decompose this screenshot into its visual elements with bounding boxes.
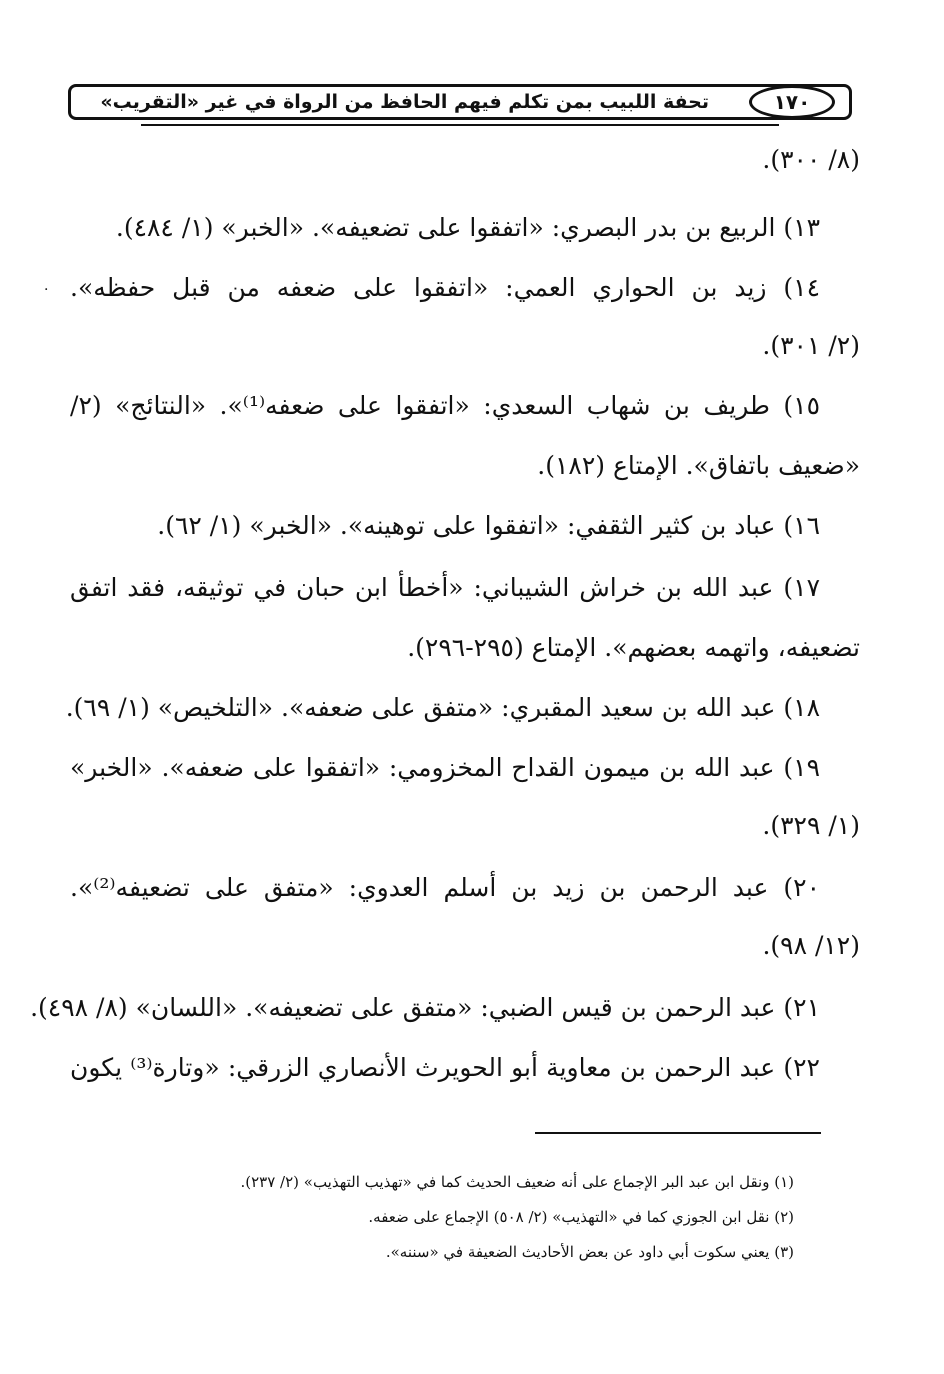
header-underline — [141, 124, 779, 126]
footnote: (٢) نقل ابن الجوزي كما في «التهذيب» (٢/ ٥٠٨) الإجماع على ضعفه. — [368, 1208, 794, 1226]
text-line: (١/ ٣٢٩). — [762, 811, 860, 840]
running-header — [68, 84, 852, 120]
text-line: ١٩) عبد الله بن ميمون القداح المخزومي: «اتفقوا على ضعفه». «الخبر» — [70, 753, 820, 782]
text-line: (٢/ ٣٠١). — [762, 331, 860, 360]
text-line: ٢١) عبد الرحمن بن قيس الضبي: «متفق على تضعيفه». «اللسان» (٨/ ٤٩٨). — [30, 993, 820, 1022]
text-line: ١٤) زيد بن الحواري العمي: «اتفقوا على ضعفه من قبل حفظه». — [70, 273, 820, 302]
text-line: ١٧) عبد الله بن خراش الشيباني: «أخطأ ابن حبان في توثيقه، فقد اتفق — [70, 573, 820, 602]
footnotes — [174, 1165, 794, 1270]
footnote: (١) ونقل ابن عبد البر الإجماع على أنه ضعيف الحديث كما في «تهذيب التهذيب» (٢/ ٢٣٧). — [240, 1173, 794, 1191]
footnote: (٣) يعني سكوت أبي داود عن بعض الأحاديث الضعيفة في «سننه». — [385, 1243, 794, 1261]
text-line: (٨/ ٣٠٠). — [762, 145, 860, 174]
text-line: ١٥) طريف بن شهاب السعدي: «اتفقوا على ضعفه⁽¹⁾». «النتائج» (٢/ — [70, 391, 820, 420]
margin-mark: · — [44, 282, 49, 298]
header-title: تحفة اللبيب بمن تكلم فيهم الحافظ من الرواة في غير «التقريب» — [100, 91, 709, 113]
page-number: ١٧٠ — [749, 85, 835, 119]
text-line: «ضعيف باتفاق». الإمتاع (١٨٢). — [537, 451, 860, 480]
text-line: (١٢/ ٩٨). — [762, 931, 860, 960]
footnote-separator — [535, 1132, 821, 1134]
text-line: ١٦) عباد بن كثير الثقفي: «اتفقوا على توهينه». «الخبر» (١/ ٦٢). — [157, 511, 820, 540]
text-line: ٢٠) عبد الرحمن بن زيد بن أسلم العدوي: «متفق على تضعيفه⁽²⁾». — [70, 873, 820, 902]
text-line: ١٨) عبد الله بن سعيد المقبري: «متفق على ضعفه». «التلخيص» (١/ ٦٩). — [65, 693, 820, 722]
text-line: تضعيفه، واتهمه بعضهم». الإمتاع (٢٩٥-٢٩٦). — [407, 633, 860, 662]
text-line: ٢٢) عبد الرحمن بن معاوية أبو الحويرث الأنصاري الزرقي: «وتارة⁽³⁾ يكون — [70, 1053, 820, 1082]
text-line: ١٣) الربيع بن بدر البصري: «اتفقوا على تضعيفه». «الخبر» (١/ ٤٨٤). — [115, 213, 820, 242]
